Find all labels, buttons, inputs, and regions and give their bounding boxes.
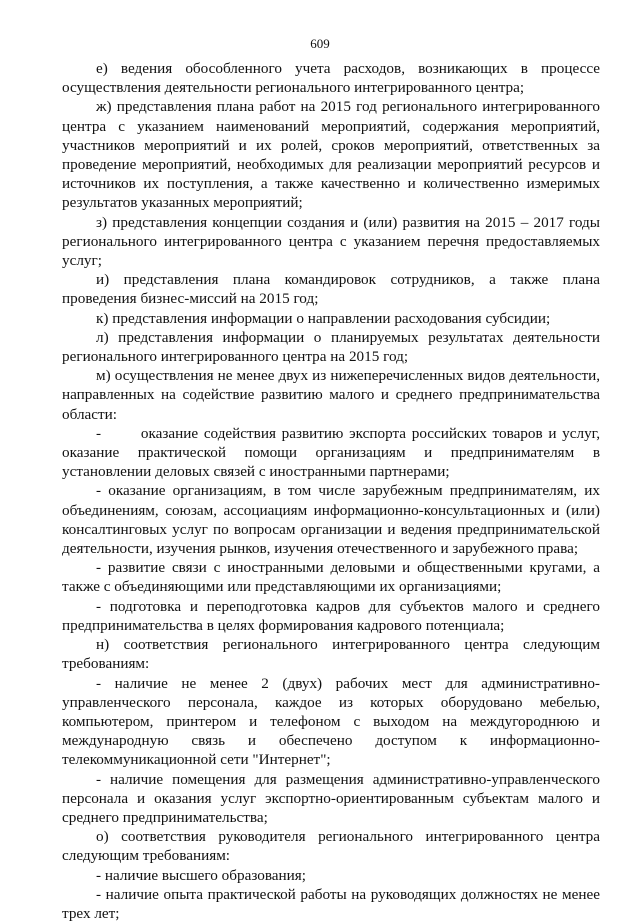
- paragraph-k: к) представления информации о направлении расходования субсидии;: [96, 309, 551, 327]
- paragraph-zh: ж) представления плана работ на 2015 год регионального интегрированного центра с указанием наименований мероприятий, содержания мероприятий, участников мероприятий и их ролей, сроков мероприятий, ответственных за проведение мероприятий, необходимых для реализации мероприятий ресурсов и источников их поступления, а также качественно и количественно измеримых результатов указанных мероприятий;: [62, 98, 600, 212]
- list-item-training: - подготовка и переподготовка кадров для субъектов малого и среднего предпринимательства в целях формирования кадрового потенциала;: [62, 597, 600, 634]
- list-item-workplaces: - наличие не менее 2 (двух) рабочих мест для административно-управленческого персонала, каждое из которых оборудовано мебелью, компьютером, принтером и телефоном с выходом на междугороднюю и международную связь и обеспечено доступом к информационно-телекоммуникационной сети "Интернет";: [62, 674, 600, 769]
- list-item-consulting-services: - оказание организациям, в том числе зарубежным предпринимателям, их объединениям, союзам, ассоциациям информационно-консультационных и (или) консалтинговых услуг по вопросам организации и ведения предпринимательской деятельности, изучения рынков, изучения отечественного и зарубежного права;: [62, 482, 600, 558]
- paragraph-e: е) ведения обособленного учета расходов, возникающих в процессе осуществления деятельности регионального интегрированного центра;: [62, 60, 600, 97]
- list-item-export-support: - оказание содействия развитию экспорта российских товаров и услуг, оказание практической помощи организациям и предпринимателям в установлении деловых связей с иностранными партнерами;: [62, 424, 604, 481]
- paragraph-o: о) соответствия руководителя регионального интегрированного центра следующим требованиям:: [62, 828, 600, 865]
- list-item-premises: - наличие помещения для размещения административно-управленческого персонала и оказания услуг экспортно-ориентированным субъектам малого и среднего предпринимательства;: [62, 770, 600, 826]
- paragraph-m: м) осуществления не менее двух из нижеперечисленных видов деятельности, направленных на содействие развитию малого и среднего предпринимательства области:: [62, 367, 600, 423]
- paragraph-z: з) представления концепции создания и (или) развития на 2015 – 2017 годы регионального интегрированного центра с указанием перечня предоставляемых услуг;: [62, 213, 600, 270]
- list-item-management-experience: - наличие опыта практической работы на руководящих должностях не менее трех лет;: [62, 885, 600, 922]
- page-number: 609: [310, 36, 330, 51]
- document-body: [62, 59, 604, 923]
- list-item-foreign-relations: - развитие связи с иностранными деловыми и общественными кругами, а также с объединяющими или представляющими их организациями;: [62, 559, 600, 596]
- list-item-higher-education: - наличие высшего образования;: [96, 866, 306, 884]
- paragraph-l: л) представления информации о планируемых результатах деятельности регионального интегрированного центра на 2015 год;: [62, 328, 600, 366]
- paragraph-n: н) соответствия регионального интегрированного центра следующим требованиям:: [62, 636, 600, 673]
- paragraph-i: и) представления плана командировок сотрудников, а также плана проведения бизнес-миссий на 2015 год;: [62, 271, 600, 308]
